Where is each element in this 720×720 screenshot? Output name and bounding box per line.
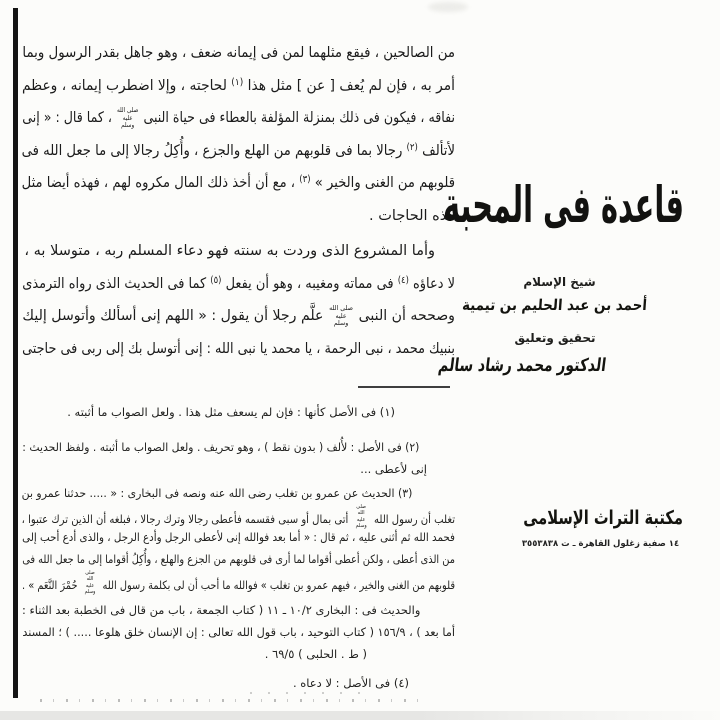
text-line: بنبيك محمد ، نبى الرحمة ، يا محمد يا نبى الله : إنى أتوسل بك إلى ربى فى حاجتى [22,340,456,357]
text-line: قلوبهم من الغنى والخير » $^{(٣)}$ ، مع أن أخذ ذلك المال مكروه لهم ، فهذه أيضا مثل [21,174,455,191]
footnote-line: أما بعد ) ، ١٥٦/٩ ( كتاب التوحيد ، باب قول الله تعالى : إن الإنسان خلق هلوعا ..... ) ؛ المسند [22,625,455,639]
sallallahu-mark: صلى الله عليه وسلم [84,570,96,595]
sallallahu-mark: صلى الله عليه وسلم [355,504,367,529]
footnote-ref: (٢) [406,141,418,153]
author-name: أحمد بن عبد الحليم بن تيمية [461,296,648,314]
footnote-separator [358,386,450,388]
text-line: لأتألف $^{(٢)}$ رجالا بما فى قلوبهم من الهلع والجزع ، وأُكِلُ رجالا إلى ما جعل الله فى [21,141,455,159]
paragraph [22,235,455,365]
cutoff-text-remnant [250,692,370,694]
footnote-line: (٣) الحديث عن عمرو بن تغلب رضى الله عنه ونصه فى البخارى : « ..... حدثنا عمرو بن [21,486,413,500]
sallallahu-mark: صلى الله عليه وسلم [329,304,353,327]
footnote-ref: (٥) [210,274,222,286]
text-line: أمر به ، فإن لم يُعف [ عن ] مثل هذا $^{(١)}$ لحاجته ، وإلا اضطرب إيمانه ، وعظم [21,76,455,94]
footnote-ref: (٣) [299,174,311,185]
footnote-line: (٤) فى الأصل : لا دعاه . [292,676,409,690]
footnote-line: فحمد الله ثم أثنى عليه ، ثم قال : « أما بعد فوالله إنى لأعطى الرجل وأدع الرجل ، والذى أدع أحب إلى [22,530,455,544]
footnote-line: ( ط . الحلبى ) ٦٩/٥ . [264,647,367,661]
text-line: لا دعاؤه $^{(٤)}$ فى مماته ومغيبه ، وهو أن يفعل $^{(٥)}$ كما فى الحديث الذى رواه الترمذى [22,274,455,292]
footnote-line: من الذى أعطى ، ولكن أعطى أقواما لما أرى فى قلوبهم من الجزع والهلع ، وأُكِلُ أقواما إلى ما جعل الله فى [22,552,455,566]
footnote-line: تغلب أن رسول الله صلى الله عليه وسلم أتى بمال أو سبى فقسمه فأعطى رجالا وترك رجالا ، فبلغه أن الذين ترك عتبوا ، [21,504,455,529]
footnotes-block [22,401,455,694]
author-honorific-label: شيخ الإسلام [523,275,596,289]
text-line: من الصالحين ، فيقع مثلهما لمن فى إيمانه ضعف ، وهو جاهل بقدر الرسول وبما [22,45,456,61]
footnote-line: (١) فى الأصل كأنها : فإن لم يسعف مثل هذا . ولعل الصواب ما أثبته . [67,405,395,419]
footnote-line: والحديث فى : البخارى ١٠/٢ ـ ١١ ( كتاب الجمعة ، باب من قال فى الخطبة بعد الثناء : [21,603,421,617]
page-spine-rule [13,8,18,698]
main-text-block [22,37,455,365]
text-line: وصححه أن النبى صلى الله عليه وسلم علَّم رجلا أن يقول : « اللهم إنى أسألك وأتوسل إليك [22,304,455,327]
text-line: هذه الحاجات . [369,207,455,224]
publisher-name: مكتبة التراث الإسلامى [523,507,683,529]
editor-name: الدكتور محمد رشاد سالم [437,355,608,376]
footnote-line: قلوبهم من الغنى والخير ، فيهم عمرو بن تغلب » فوالله ما أحب أن لى بكلمة رسول الله صلى الله عليه وسلم حُمْرَ النَّعَم » . [21,570,456,595]
scan-edge-shadow [0,711,720,720]
cutoff-text-remnant [40,699,430,702]
editor-role-label: تحقيق وتعليق [514,331,596,345]
book-title: قاعدة فى المحبة [442,176,684,235]
publisher-address: ١٤ صفية زغلول القاهرة ـ ت ٣٥٥٣٨٣٨ [521,539,680,549]
footnote-ref: (٤) [397,274,409,286]
sallallahu-mark: صلى الله عليه وسلم [117,106,139,129]
footnote-ref: (١) [231,76,244,88]
text-line: نفاقه ، فيكون فى ذلك بمنزلة المؤلفة بالعطاء فى حياة النبى صلى الله عليه وسلم ، كما قال : « إنى [22,106,456,129]
text-line: وأما المشروع الذى وردت به سنته فهو دعاء المسلم ربه ، متوسلا به ، [24,243,435,259]
scan-smudge [428,2,468,12]
footnote-line: (٢) فى الأصل : لأُلف ( بدون نقط ) ، وهو تحريف . ولعل الصواب ما أثبته . ولفظ الحديث : [22,440,420,454]
footnote-line: إنى لأعطى ... [360,462,427,476]
